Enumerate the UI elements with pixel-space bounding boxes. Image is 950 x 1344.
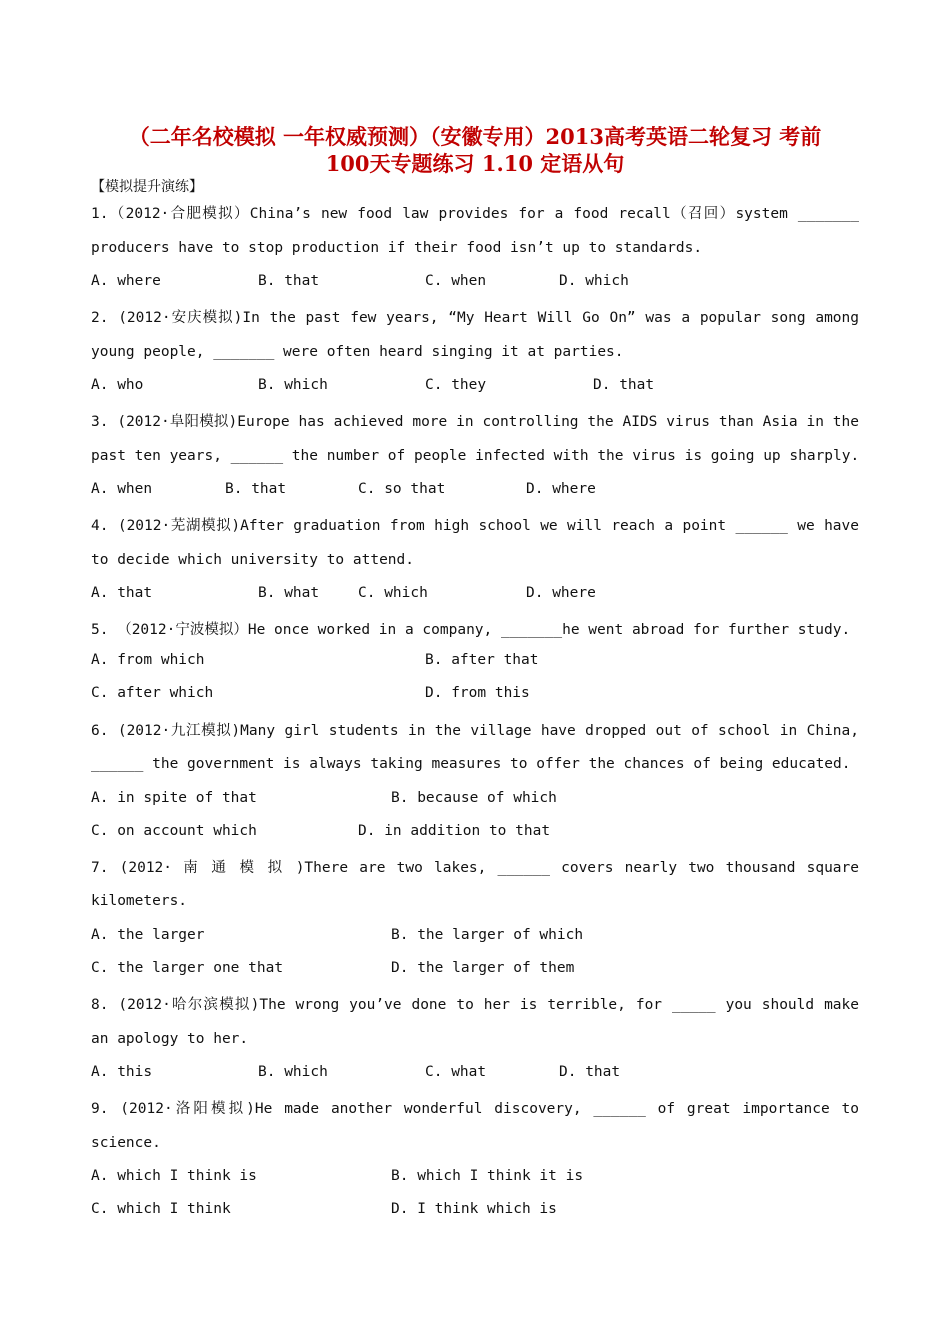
question-6-line-2: ______ the government is always taking measures to offer the chances of being educated. bbox=[91, 756, 851, 772]
question-4-line-1: 4. (2012·芜湖模拟)After graduation from high school we will reach a point ______ we have bbox=[91, 518, 859, 534]
q1-option-c: C. when bbox=[425, 273, 487, 289]
q7-option-a: A. the larger bbox=[91, 927, 205, 943]
question-2-line-2: young people, _______ were often heard singing it at parties. bbox=[91, 344, 624, 360]
question-1-line-1: 1.（2012·合肥模拟）China’s new food law provides for a food recall（召回）system _______ bbox=[91, 206, 859, 222]
q5-option-d: D. from this bbox=[425, 685, 530, 701]
q6-option-a: A. in spite of that bbox=[91, 790, 257, 806]
q9-option-c: C. which I think bbox=[91, 1201, 231, 1217]
q2-option-a: A. who bbox=[91, 377, 144, 393]
question-7-line-1: 7. (2012· 南 通 模 拟 )There are two lakes, ______ covers nearly two thousand square bbox=[91, 860, 859, 876]
question-1-line-2: producers have to stop production if their food isn’t up to standards. bbox=[91, 240, 703, 256]
question-8-line-2: an apology to her. bbox=[91, 1031, 249, 1047]
q9-option-a: A. which I think is bbox=[91, 1168, 257, 1184]
q2-option-d: D. that bbox=[593, 377, 655, 393]
q3-option-a: A. when bbox=[91, 481, 153, 497]
q9-option-b: B. which I think it is bbox=[391, 1168, 584, 1184]
q6-option-d: D. in addition to that bbox=[358, 823, 551, 839]
q3-option-b: B. that bbox=[225, 481, 287, 497]
question-9-line-1: 9. (2012·洛阳模拟)He made another wonderful discovery, ______ of great importance to bbox=[91, 1101, 859, 1117]
question-5-line-1: 5. （2012·宁波模拟）He once worked in a company, _______he went abroad for further study. bbox=[91, 622, 851, 638]
q6-option-b: B. because of which bbox=[391, 790, 557, 806]
question-6-line-1: 6. (2012·九江模拟)Many girl students in the village have dropped out of school in China, bbox=[91, 723, 859, 739]
document-title-line-1: （二年名校模拟 一年权威预测）（安徽专用）2013高考英语二轮复习 考前 bbox=[128, 124, 822, 149]
q8-option-d: D. that bbox=[559, 1064, 621, 1080]
q2-option-b: B. which bbox=[258, 377, 328, 393]
question-7-line-2: kilometers. bbox=[91, 893, 188, 909]
document-title-line-2: 100天专题练习 1.10 定语从句 bbox=[325, 151, 625, 176]
q3-option-c: C. so that bbox=[358, 481, 446, 497]
section-label: 【模拟提升演练】 bbox=[91, 179, 203, 195]
question-9-line-2: science. bbox=[91, 1135, 161, 1151]
q4-option-d: D. where bbox=[526, 585, 596, 601]
q7-option-d: D. the larger of them bbox=[391, 960, 575, 976]
question-3-line-2: past ten years, ______ the number of people infected with the virus is going up sharply. bbox=[91, 448, 860, 464]
q4-option-b: B. what bbox=[258, 585, 320, 601]
q1-option-a: A. where bbox=[91, 273, 161, 289]
q7-option-c: C. the larger one that bbox=[91, 960, 284, 976]
q3-option-d: D. where bbox=[526, 481, 596, 497]
q2-option-c: C. they bbox=[425, 377, 487, 393]
q1-option-d: D. which bbox=[559, 273, 629, 289]
q1-option-b: B. that bbox=[258, 273, 320, 289]
question-2-line-1: 2. (2012·安庆模拟)In the past few years, “My Heart Will Go On” was a popular song among bbox=[91, 310, 859, 326]
question-8-line-1: 8. (2012·哈尔滨模拟)The wrong you’ve done to her is terrible, for _____ you should make bbox=[91, 997, 859, 1013]
q4-option-c: C. which bbox=[358, 585, 428, 601]
q8-option-b: B. which bbox=[258, 1064, 328, 1080]
q5-option-b: B. after that bbox=[425, 652, 539, 668]
q7-option-b: B. the larger of which bbox=[391, 927, 584, 943]
question-4-line-2: to decide which university to attend. bbox=[91, 552, 415, 568]
q8-option-a: A. this bbox=[91, 1064, 153, 1080]
q9-option-d: D. I think which is bbox=[391, 1201, 557, 1217]
q4-option-a: A. that bbox=[91, 585, 153, 601]
q6-option-c: C. on account which bbox=[91, 823, 257, 839]
q5-option-c: C. after which bbox=[91, 685, 214, 701]
question-3-line-1: 3. (2012·阜阳模拟)Europe has achieved more in controlling the AIDS virus than Asia in the bbox=[91, 414, 859, 430]
q8-option-c: C. what bbox=[425, 1064, 487, 1080]
q5-option-a: A. from which bbox=[91, 652, 205, 668]
